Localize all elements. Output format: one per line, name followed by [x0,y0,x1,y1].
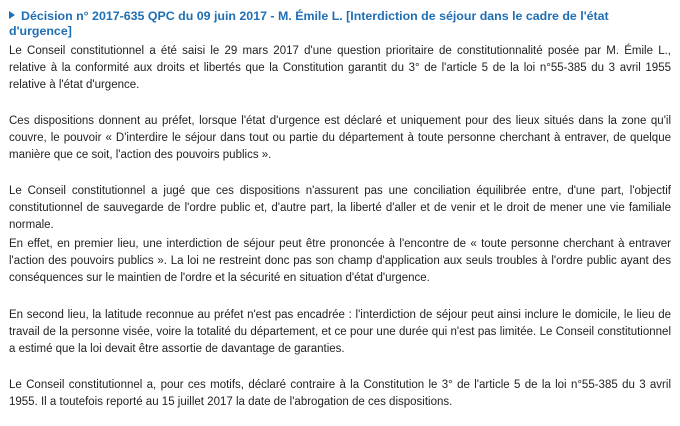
paragraph-provisions: Ces dispositions donnent au préfet, lorsque l'état d'urgence est déclaré et uniquement pour des lieux situés dans la zone qu'il couvre, le pouvoir « D'interdire le séjour dans tout ou partie du département à toute personne cherchant à entraver, de quelque manière que ce soit, l'action des pouvoirs publics ». [9,115,671,161]
decision-title-text[interactable]: Décision n° 2017-635 QPC du 09 juin 2017 - M. Émile L. [Interdiction de séjour dans le cadre de l'état d'urgence] [9,9,609,38]
decision-title[interactable] [9,9,669,39]
paragraph-ruling: Le Conseil constitutionnel a jugé que ces dispositions n'assurent pas une conciliation équilibrée entre, d'une part, l'objectif constitutionnel de sauvegarde de l'ordre public et, d'autre part, la liberté d'aller et de venir et le droit de mener une vie familiale normale. [9,185,671,231]
paragraph-second-ground: En second lieu, la latitude reconnue au préfet n'est pas encadrée : l'interdiction de séjour peut ainsi inclure le domicile, le lieu de travail de la personne visée, voire la totalité du département, et ce pour une durée qui n'est pas limitée. Le Conseil constitutionnel a estimé que la loi devait être assortie de davantage de garanties. [9,309,671,355]
paragraph-conclusion: Le Conseil constitutionnel a, pour ces motifs, déclaré contraire à la Constitution le 3° de l'article 5 de la loi n°55-385 du 3 avril 1955. Il a toutefois reporté au 15 juillet 2017 la date de l'abrogation de ces dispositions. [9,379,671,408]
triangle-bullet-icon [9,11,15,19]
paragraph-first-ground: En effet, en premier lieu, une interdiction de séjour peut être prononcée à l'encontre de « toute personne cherchant à entraver l'action des pouvoirs publics ». La loi ne restreint donc pas son champ d'application aux seuls troubles à l'ordre public ayant des conséquences sur le maintien de l'ordre et la sécurité en situation d'état d'urgence. [9,238,671,284]
paragraph-referral: Le Conseil constitutionnel a été saisi le 29 mars 2017 d'une question prioritaire de constitutionnalité posée par M. Émile L., relative à la conformité aux droits et libertés que la Constitution garantit du 3° de l'article 5 de la loi n°55-385 du 3 avril 1955 relative à l'état d'urgence. [9,45,671,91]
